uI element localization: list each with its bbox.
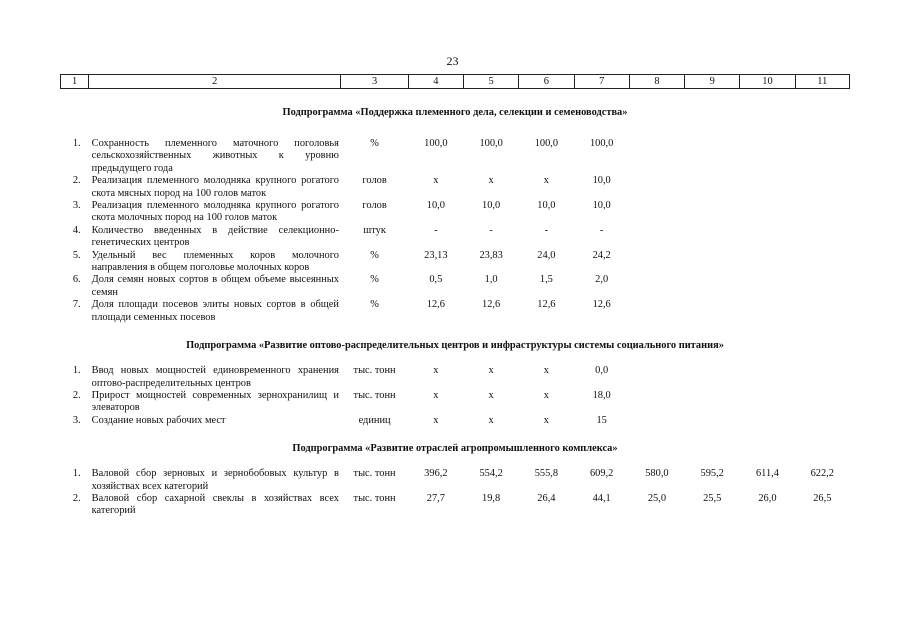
value-cell: - [544, 224, 549, 236]
value-cell [629, 299, 684, 324]
value-cell [629, 274, 684, 299]
value-cell [740, 225, 795, 250]
header-cell: 4 [408, 75, 463, 89]
unit-cell: тыс. тонн [353, 365, 396, 377]
value-cell [685, 390, 740, 415]
value-cell: х [543, 175, 549, 187]
value-cell [629, 200, 684, 225]
value-cell [795, 200, 849, 225]
value-cell: 100,0 [479, 138, 503, 149]
value-cell [629, 365, 684, 390]
value-cell: 10,0 [537, 200, 556, 212]
unit-cell: % [370, 274, 379, 286]
value-cell [685, 274, 740, 299]
value-cell [795, 250, 849, 275]
value-cell [685, 225, 740, 250]
section-title: Подпрограмма «Поддержка племенного дела, селекции и семеноводства» [282, 107, 628, 118]
value-cell: х [433, 414, 439, 426]
table-row [61, 175, 850, 200]
value-cell: 1,5 [539, 274, 553, 286]
value-cell [629, 225, 684, 250]
header-row [61, 75, 850, 89]
indicator-name: Валовой сбор сахарной свеклы в хозяйствах всех категорий [91, 492, 339, 517]
value-cell [685, 138, 740, 175]
value-cell: 2,0 [595, 274, 609, 286]
value-cell: 12,6 [426, 299, 445, 311]
value-cell: 27,7 [426, 492, 445, 504]
unit-cell: % [370, 249, 379, 261]
value-cell [795, 415, 849, 427]
value-cell: 15 [596, 414, 607, 426]
unit-cell: штук [363, 224, 386, 236]
value-cell [740, 365, 795, 390]
value-cell [629, 138, 684, 175]
value-cell: - [599, 224, 604, 236]
value-cell: х [488, 175, 494, 187]
value-cell [685, 250, 740, 275]
header-cell: 11 [795, 75, 849, 89]
table-row [61, 138, 850, 175]
value-cell [795, 274, 849, 299]
indicator-name: Доля семян новых сортов в общем объеме высеянных семян [91, 274, 339, 298]
value-cell: 25,5 [703, 492, 722, 504]
indicator-name: Валовой сбор зерновых и зернобобовых культур в хозяйствах всех категорий [91, 468, 339, 492]
table-row [61, 299, 850, 324]
value-cell [685, 200, 740, 225]
value-cell [740, 390, 795, 415]
value-cell [740, 274, 795, 299]
value-cell [629, 250, 684, 275]
section-row [61, 427, 850, 468]
value-cell: 554,2 [479, 468, 503, 480]
table-row [61, 365, 850, 390]
value-cell: 10,0 [426, 200, 445, 212]
value-cell [629, 390, 684, 415]
row-number: 1. [72, 365, 81, 377]
row-number: 1. [72, 468, 81, 480]
value-cell: 595,2 [700, 468, 724, 480]
row-number: 3. [72, 200, 81, 212]
value-cell [685, 299, 740, 324]
value-cell [740, 299, 795, 324]
value-cell: 580,0 [645, 468, 669, 480]
row-number: 5. [72, 249, 81, 261]
value-cell: х [433, 175, 439, 187]
row-number: 2. [72, 175, 81, 187]
value-cell: 0,0 [595, 365, 609, 377]
section-title: Подпрограмма «Развитие оптово-распределительных центров и инфраструктуры системы социального питания» [186, 340, 724, 352]
row-number: 4. [72, 224, 81, 236]
unit-cell: % [370, 138, 379, 149]
value-cell: 100,0 [424, 138, 448, 149]
header-cell: 10 [740, 75, 795, 89]
unit-cell: единиц [358, 414, 391, 426]
value-cell [740, 415, 795, 427]
unit-cell: голов [362, 200, 387, 212]
value-cell: 555,8 [534, 468, 559, 480]
value-cell [795, 175, 849, 200]
indicator-name: Создание новых рабочих мест [91, 414, 226, 426]
table-row [61, 225, 850, 250]
indicator-name: Сохранность племенного маточного поголовья сельскохозяйственных животных к уровню предыдущего года [91, 138, 339, 174]
row-number: 2. [72, 389, 81, 401]
value-cell [685, 365, 740, 390]
value-cell: 23,83 [479, 249, 503, 261]
header-cell: 5 [464, 75, 519, 89]
value-cell: 24,2 [592, 249, 611, 261]
indicator-name: Реализация племенного молодняка крупного рогатого скота молочных пород на 100 голов маток [91, 200, 339, 224]
row-number: 3. [72, 414, 81, 426]
unit-cell: тыс. тонн [353, 492, 396, 504]
section-title: Подпрограмма «Развитие отраслей агропромышленного комплекса» [292, 443, 618, 455]
row-number: 7. [72, 299, 81, 311]
value-cell [795, 225, 849, 250]
indicators-table [60, 74, 850, 518]
table-header [61, 75, 850, 89]
value-cell [629, 415, 684, 427]
value-cell: х [543, 365, 549, 377]
value-cell: х [433, 389, 439, 401]
value-cell [740, 175, 795, 200]
table-row [61, 493, 850, 518]
value-cell: 396,2 [424, 468, 448, 480]
value-cell [629, 175, 684, 200]
value-cell [740, 250, 795, 275]
header-cell: 8 [629, 75, 684, 89]
value-cell: 18,0 [592, 389, 611, 401]
value-cell: 26,4 [537, 492, 556, 504]
header-cell: 2 [89, 75, 341, 89]
value-cell: 622,2 [810, 468, 834, 480]
value-cell: 19,8 [482, 492, 501, 504]
value-cell: 611,4 [755, 468, 779, 480]
table-row [61, 468, 850, 493]
table-row [61, 250, 850, 275]
value-cell: 1,0 [484, 274, 498, 286]
value-cell: 10,0 [592, 175, 611, 187]
value-cell: х [543, 389, 549, 401]
indicator-name: Реализация племенного молодняка крупного рогатого скота мясных пород на 100 голов маток [91, 175, 339, 199]
header-cell: 7 [574, 75, 629, 89]
section-row [61, 89, 850, 139]
indicator-name: Ввод новых мощностей единовременного хранения оптово-распределительных центров [91, 365, 339, 389]
unit-cell: голов [362, 175, 387, 187]
row-number: 2. [72, 492, 81, 504]
table-row [61, 274, 850, 299]
value-cell [685, 175, 740, 200]
value-cell: 26,0 [758, 492, 777, 504]
value-cell: 100,0 [534, 138, 559, 149]
value-cell: 100,0 [589, 138, 614, 149]
value-cell: 12,6 [592, 299, 611, 311]
value-cell: 609,2 [589, 468, 614, 480]
table-row [61, 415, 850, 427]
page-number: 23 [446, 54, 459, 68]
value-cell: 25,0 [647, 492, 667, 504]
value-cell [795, 365, 849, 390]
table-row [61, 200, 850, 225]
value-cell: 44,1 [592, 492, 611, 504]
header-cell: 3 [341, 75, 408, 89]
value-cell [795, 138, 849, 175]
section-row [61, 324, 850, 365]
value-cell: - [434, 224, 438, 236]
value-cell [795, 390, 849, 415]
value-cell [685, 415, 740, 427]
value-cell [795, 299, 849, 324]
value-cell: х [433, 365, 439, 377]
value-cell: х [543, 414, 549, 426]
indicator-name: Количество введенных в действие селекционно-генетических центров [91, 224, 339, 249]
value-cell [740, 200, 795, 225]
value-cell: х [488, 414, 494, 426]
table-row [61, 390, 850, 415]
row-number: 6. [72, 274, 81, 286]
value-cell: 26,5 [813, 492, 832, 504]
value-cell: 12,6 [537, 299, 556, 311]
indicator-name: Прирост мощностей современных зернохранилищ и элеваторов [91, 389, 339, 414]
value-cell: 10,0 [482, 200, 501, 212]
value-cell: х [488, 389, 494, 401]
value-cell: х [488, 365, 494, 377]
header-cell: 9 [685, 75, 740, 89]
header-cell: 1 [61, 75, 89, 89]
value-cell [740, 138, 795, 175]
unit-cell: % [370, 299, 379, 311]
value-cell: 0,5 [429, 274, 443, 286]
unit-cell: тыс. тонн [353, 468, 396, 480]
indicator-name: Доля площади посевов элиты новых сортов в общей площади семенных посевов [91, 299, 339, 323]
header-cell: 6 [519, 75, 574, 89]
value-cell: - [489, 224, 493, 236]
value-cell: 24,0 [537, 249, 556, 261]
row-number: 1. [72, 138, 81, 149]
indicator-name: Удельный вес племенных коров молочного направления в общем поголовье молочных коров [91, 249, 339, 274]
value-cell: 12,6 [482, 299, 501, 311]
unit-cell: тыс. тонн [353, 389, 396, 401]
table-body [61, 89, 850, 518]
value-cell: 10,0 [592, 200, 611, 212]
value-cell: 23,13 [424, 249, 448, 261]
